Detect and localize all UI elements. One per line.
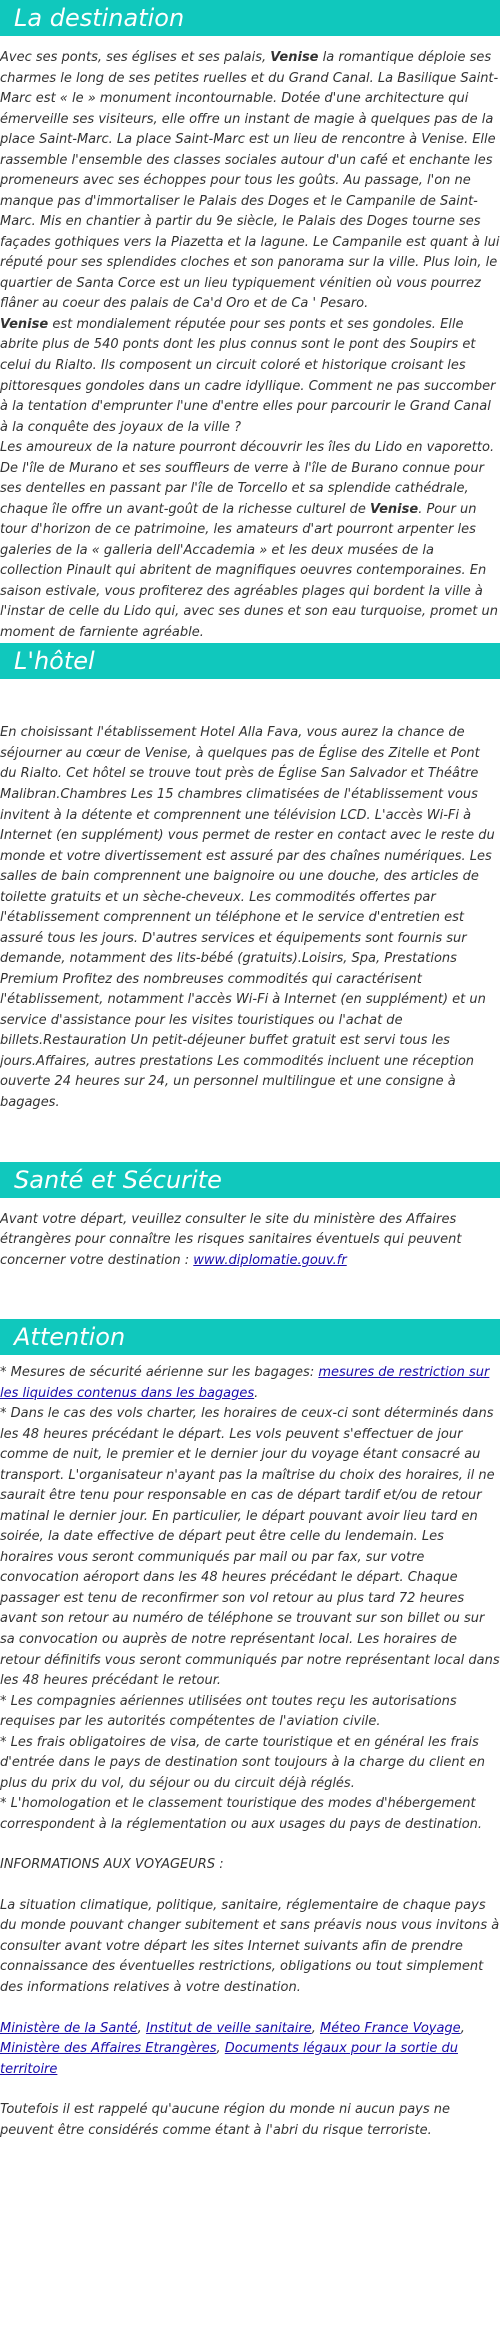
affaires-etrangeres-link[interactable]: Ministère des Affaires Etrangères: [0, 2041, 217, 2057]
venise-strong: Venise: [270, 50, 319, 65]
text-span: . Pour un tour d'horizon de ce patrimoine, les amateurs d'art pourront arpenter les galeries de la « galleria dell'Accademia » et les deux musées de la collection Pinault qui abritent de magnifiques oeuvres contemporaines. En saison estivale, vous profiterez des agréables plages qui bordent la ville à l'instar de celle du Lido qui, avec ses dunes et son eau turquoise, promet un moment de farniente agréable.: [0, 501, 499, 640]
spacer: [0, 1114, 500, 1162]
diplomatie-link[interactable]: www.diplomatie.gouv.fr: [193, 1252, 347, 1268]
destination-text: [0, 36, 500, 643]
info-text: La situation climatique, politique, sanitaire, réglementaire de chaque pays du monde pouvant changer subitement et sans préavis nous vous invitons à consulter avant votre départ les sites Internet suivants afin de prendre connaissance des éventuelles restrictions, obligations ou tout simplement des informations relatives à votre destination.: [0, 1897, 500, 1995]
attention-title: Attention: [0, 1319, 500, 1355]
destination-paragraph-1: [0, 48, 500, 315]
ministere-sante-link[interactable]: Ministère de la Santé: [0, 2020, 138, 2036]
attention-bullet-5: * L'homologation et le classement touristique des modes d'hébergement correspondent à la réglementation ou aux usages du pays de destination.: [0, 1796, 483, 1832]
text-span: est mondialement réputée pour ses ponts et ses gondoles. Elle abrite plus de 540 ponts dont les plus connus sont le pont des Soupirs et celui du Rialto. Ils composent un circuit coloré et historique croisant les pittoresques gondoles dans un cadre idyllique. Comment ne pas succomber à la tentation d'emprunter l'une d'entre elles pour parcourir le Grand Canal à la conquête des joyaux de la ville ?: [0, 316, 496, 435]
hotel-text: [0, 679, 500, 1113]
attention-text: [0, 1355, 500, 2141]
veille-sanitaire-link[interactable]: Institut de veille sanitaire: [145, 2020, 312, 2036]
sante-paragraph: [0, 1210, 500, 1272]
sante-text: [0, 1198, 500, 1272]
link-separator: ,: [460, 2020, 465, 2036]
liquides-restriction-link[interactable]: mesures de restriction sur les liquides contenus dans les bagages: [0, 1365, 490, 1401]
attention-bullet-2: * Dans le cas des vols charter, les horaires de ceux-ci sont déterminés dans les 48 heures précédant le départ. Les vols peuvent s'effectuer de jour comme de nuit, le premier et le dernier jour du voyage étant consacré au transport. L'organisateur n'ayant pas la maîtrise du choix des horaires, il ne saurait être tenu pour responsable en cas de départ tardif et/ou de retour matinal le dernier jour. En particulier, le départ pouvant avoir lieu tard en soirée, la date effective de départ peut être celle du lendemain. Les horaires vous seront communiqués par mail ou par fax, sur votre convocation aéroport dans les 48 heures précédant le départ. Chaque passager est tenu de reconfirmer son vol retour au plus tard 72 heures avant son retour au numéro de téléphone se trouvant sur son billet ou sur sa convocation ou auprès de notre représentant local. Les horaires de retour définitifs vous seront communiqués par notre représentant local dans les 48 heures précédant le retour.: [0, 1406, 500, 1689]
link-separator: ,: [311, 2020, 320, 2036]
destination-section: [0, 0, 500, 643]
venise-strong: Venise: [370, 501, 419, 517]
destination-paragraph-3: [0, 438, 500, 643]
destination-title: La destination: [0, 0, 500, 36]
text-span: * Mesures de sécurité aérienne sur les bagages:: [0, 1365, 319, 1381]
venise-strong: Venise: [0, 316, 49, 332]
text-span: la romantique déploie ses charmes le long de ses petites ruelles et du Grand Canal. La Basilique Saint-Marc est « le » monument incontournable. Dotée d'une architecture qui émerveille ses visiteurs, elle offre un instant de magie à quelques pas de la place Saint-Marc. La place Saint-Marc est un lieu de rencontre à Venise. Elle rassemble l'ensemble des classes sociales autour d'un café et enchante les promeneurs avec ses échoppes pour tous les goûts. Au passage, l'on ne manque pas d'immortaliser le Palais des Doges et le Campanile de Saint-Marc. Mis en chantier à partir du 9e siècle, le Palais des Doges tourne ses façades gothiques vers la Piazetta et la lagune. Le Campanile est quant à lui réputé pour ses splendides cloches et son panorama sur la ville. Plus loin, le quartier de Santa Corce est un lieu typiquement vénitien où vous pourrez flâner au coeur des palais de Ca'd Oro et de Ca ' Pesaro.: [0, 50, 500, 312]
spacer: [0, 1835, 500, 1855]
attention-bullet-1: [0, 1363, 500, 1404]
hotel-paragraph: En choisissant l'établissement Hotel Alla Fava, vous aurez la chance de séjourner au cœur de Venise, à quelques pas de Église des Zitelle et Pont du Rialto. Cet hôtel se trouve tout près de Église San Salvador et Théâtre Malibran.Chambres Les 15 chambres climatisées de l'établissement vous invitent à la détente et comprennent une télévision LCD. L'accès Wi-Fi à Internet (en supplément) vous permet de rester en contact avec le reste du monde et votre divertissement est assuré par des chaînes numériques. Les salles de bain comprennent une baignoire ou une douche, des articles de toilette gratuits et un sèche-cheveux. Les commodités offertes par l'établissement comprennent un téléphone et le service d'entretien est assuré tous les jours. D'autres services et équipements sont fournis sur demande, notamment des lits-bébé (gratuits).Loisirs, Spa, Prestations Premium Profitez des nombreuses commodités qui caractérisent l'établissement, notamment l'accès Wi-Fi à Internet (en supplément) et un service d'assistance pour les visites touristiques ou l'achat de billets.Restauration Un petit-déjeuner buffet gratuit est servi tous les jours.Affaires, autres prestations Les commodités incluent une réception ouverte 24 heures sur 24, un personnel multilingue et une consigne à bagages.: [0, 725, 495, 1110]
info-links: [0, 2019, 500, 2081]
terrorism-notice: Toutefois il est rappelé qu'aucune région du monde ni aucun pays ne peuvent être considérés comme étant à l'abri du risque terroriste.: [0, 2102, 451, 2138]
sante-title: Santé et Sécurite: [0, 1162, 500, 1198]
spacer: [0, 2080, 500, 2100]
text-span: Avec ses ponts, ses églises et ses palais,: [0, 50, 271, 65]
text-span: .: [254, 1385, 259, 1401]
text-span: Les amoureux de la nature pourront découvrir les îles du Lido en vaporetto. De l'île de Murano et ses souffleurs de verre à l'île de Burano connue pour ses dentelles en passant par l'île de Torcello et sa splendide cathédrale, chaque île offre un avant-goût de la richesse culturel de: [0, 440, 495, 517]
info-title: INFORMATIONS AUX VOYAGEURS :: [0, 1857, 224, 1873]
destination-paragraph-2: [0, 315, 500, 438]
link-separator: ,: [137, 2020, 146, 2036]
spacer: [0, 1999, 500, 2019]
spacer: [0, 1876, 500, 1896]
text-span: Avant votre départ, veuillez consulter le site du ministère des Affaires étrangères pour connaître les risques sanitaires éventuels qui peuvent concerner votre destination :: [0, 1211, 462, 1268]
hotel-title: L'hôtel: [0, 643, 500, 679]
meteo-france-link[interactable]: Méteo France Voyage: [319, 2020, 461, 2036]
documents-legaux-link[interactable]: Documents légaux pour la sortie du territoire: [0, 2041, 458, 2077]
spacer: [0, 1271, 500, 1319]
attention-bullet-4: * Les frais obligatoires de visa, de carte touristique et en général les frais d'entrée dans le pays de destination sont toujours à la charge du client en plus du prix du vol, du séjour ou du circuit déjà réglés.: [0, 1734, 486, 1791]
hotel-section: [0, 643, 500, 1113]
sante-section: [0, 1162, 500, 1272]
attention-section: [0, 1319, 500, 2141]
link-separator: ,: [216, 2041, 225, 2057]
attention-bullet-3: * Les compagnies aériennes utilisées ont toutes reçu les autorisations requises par les autorités compétentes de l'aviation civile.: [0, 1693, 457, 1730]
